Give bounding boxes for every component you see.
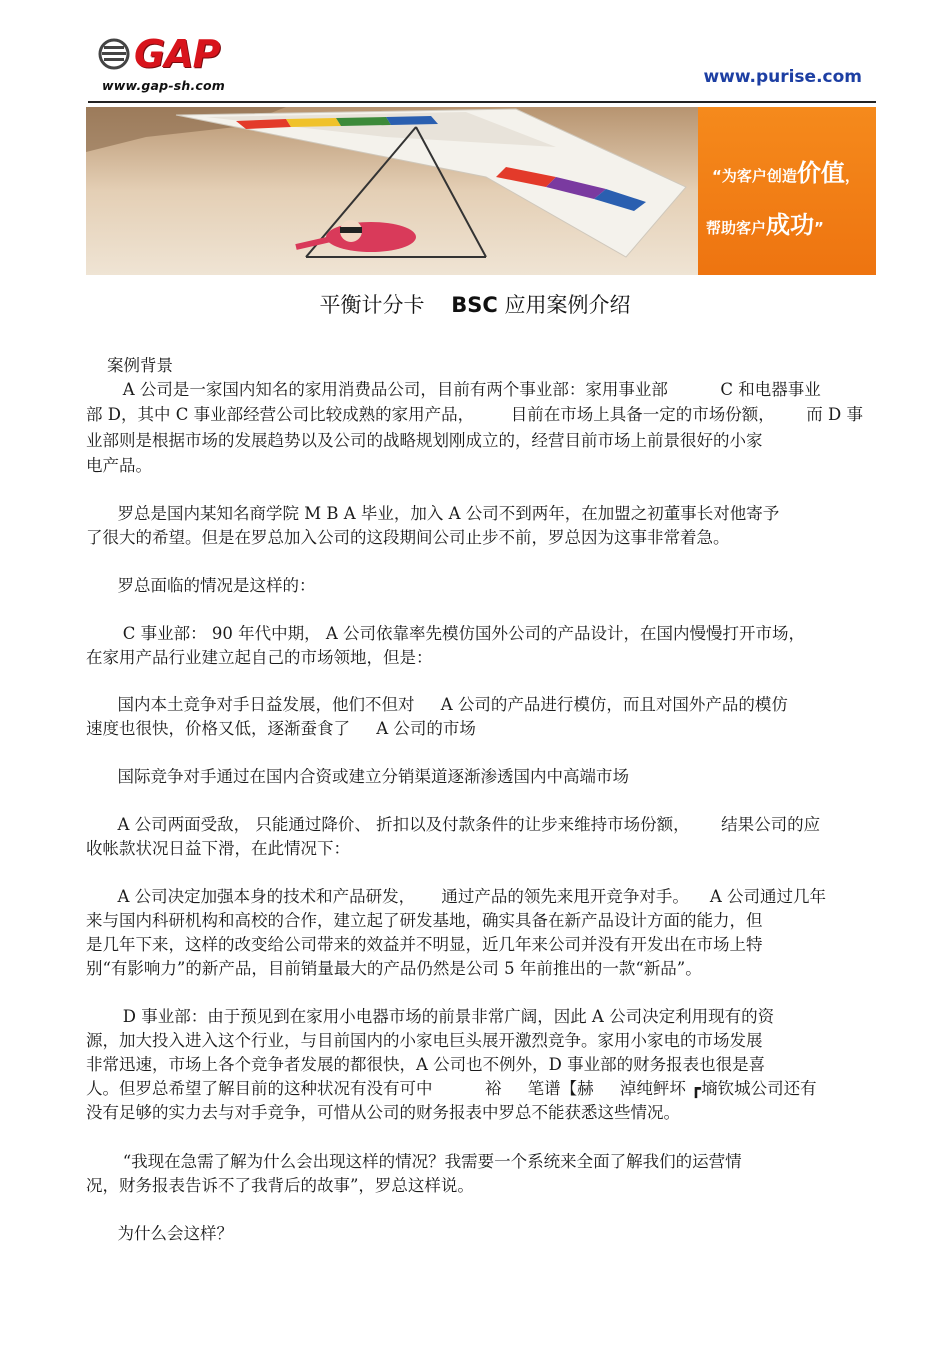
body-line: 收帐款状况日益下滑，在此情况下：: [86, 839, 350, 858]
body-line: 国际竞争对手通过在国内合资或建立分销渠道逐渐渗透国内中高端市场: [86, 767, 629, 786]
body-line: 况，财务报表告诉不了我背后的故事”，罗总这样说。: [86, 1176, 474, 1195]
body-line: A 公司是一家国内知名的家用消费品公司，目前有两个事业部：家用事业部 C 和电器事业: [86, 380, 821, 399]
header-divider: [88, 101, 876, 103]
body-line: 电产品。: [86, 456, 152, 475]
body-line: 没有足够的实力去与对手竞争，可惜从公司的财务报表中罗总不能获悉这些情况。: [86, 1103, 680, 1122]
body-line: 罗总是国内某知名商学院 M B A 毕业，加入 A 公司不到两年，在加盟之初董事长对他寄予: [86, 504, 780, 523]
company-logo: [94, 30, 254, 98]
body-line: 来与国内科研机构和高校的合作，建立起了研发基地，确实具备在新产品设计方面的能力，但: [86, 911, 763, 930]
document-title: 平衡计分卡 BSC 应用案例介绍: [319, 293, 631, 317]
body-line: 为什么会这样？: [86, 1224, 233, 1243]
body-line: “我现在急需了解为什么会出现这样的情况？我需要一个系统来全面了解我们的运营情: [86, 1152, 742, 1171]
body-line: 国内本土竞争对手日益发展，他们不但对 A 公司的产品进行模仿，而且对国外产品的模仿: [86, 695, 788, 714]
body-line: 了很大的希望。但是在罗总加入公司的这段期间公司止步不前，罗总因为这事非常着急。: [86, 528, 730, 547]
body-line: 速度也很快，价格又低，逐渐蚕食了 A 公司的市场: [86, 719, 476, 738]
hang-glider-photo: [86, 107, 698, 275]
body-line: 在家用产品行业建立起自己的市场领地，但是：: [86, 648, 433, 667]
body-line: 是几年下来，这样的改变给公司带来的效益并不明显，近几年来公司并没有开发出在市场上特: [86, 935, 763, 954]
body-line: 别“有影响力”的新产品，目前销量最大的产品仍然是公司 5 年前推出的一款“新品”。: [86, 959, 702, 978]
logo-emblem-icon: [98, 38, 130, 70]
slogan-line-2: 帮助客户成功”: [706, 211, 824, 239]
body-line: D 事业部：由于预见到在家用小电器市场的前景非常广阔，因此 A 公司决定利用现有的资: [86, 1007, 775, 1026]
body-line: A 公司决定加强本身的技术和产品研发， 通过产品的领先来甩开竞争对手。 A 公司通过几年: [86, 887, 826, 906]
body-line: A 公司两面受敌， 只能通过降价、 折扣以及付款条件的让步来维持市场份额， 结果公司的应: [86, 815, 821, 834]
body-line: 人。但罗总希望了解目前的这种状况有没有可中 裕 笔谱【赫 淖纯鲆坏 ┏墒钦城公司还有: [86, 1079, 817, 1098]
body-line: 业部则是根据市场的发展趋势以及公司的战略规划刚成立的，经营目前市场上前景很好的小家: [86, 431, 763, 450]
body-line: 源，加大投入进入这个行业，与目前国内的小家电巨头展开激烈竞争。家用小家电的市场发展: [86, 1031, 763, 1050]
site-url-link[interactable]: www.purise.com: [703, 67, 862, 87]
banner: [86, 107, 876, 275]
body-line: 非常迅速，市场上各个竞争者发展的都很快，A 公司也不例外，D 事业部的财务报表也很是喜: [86, 1055, 766, 1074]
body-line: C 事业部： 90 年代中期， A 公司依靠率先模仿国外公司的产品设计，在国内慢慢打开市场，: [86, 624, 805, 643]
section-heading: 案例背景: [86, 356, 173, 375]
logo-url[interactable]: www.gap-sh.com: [102, 78, 226, 93]
slogan-panel: [698, 107, 876, 275]
body-line: 部 D，其中 C 事业部经营公司比较成熟的家用产品， 目前在市场上具备一定的市场份额， 而 D 事: [86, 405, 863, 424]
body-line: 罗总面临的情况是这样的：: [86, 576, 316, 595]
slogan-line-1: “为客户创造价值，: [712, 159, 860, 187]
logo-text: GAP: [134, 32, 220, 76]
